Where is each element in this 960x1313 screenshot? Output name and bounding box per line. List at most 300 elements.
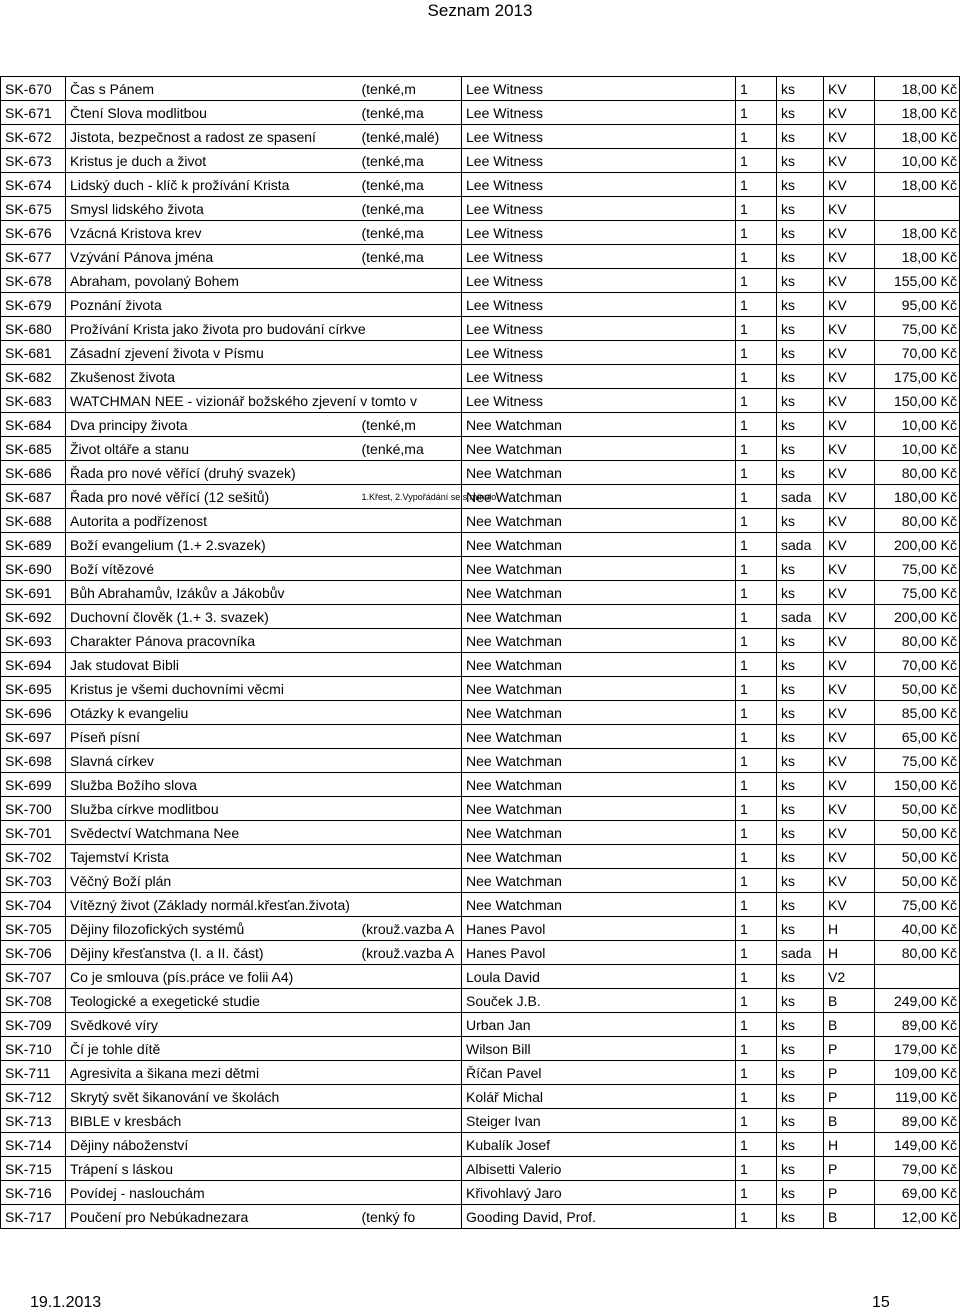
item-price: 18,00 Kč [875, 125, 960, 149]
item-code: SK-690 [1, 557, 66, 581]
item-unit: ks [777, 101, 824, 125]
table-row [1, 221, 960, 245]
item-unit: ks [777, 1037, 824, 1061]
item-category: KV [824, 749, 875, 773]
table-row [1, 341, 960, 365]
item-quantity: 1 [736, 245, 777, 269]
item-price: 200,00 Kč [875, 533, 960, 557]
item-unit: sada [777, 941, 824, 965]
item-title: Dějiny filozofických systémů [66, 917, 362, 941]
item-quantity: 1 [736, 1205, 777, 1229]
item-quantity: 1 [736, 845, 777, 869]
table-row [1, 725, 960, 749]
item-note [362, 365, 462, 389]
item-title: Řada pro nové věřící (druhý svazek) [66, 461, 362, 485]
footer-date: 19.1.2013 [30, 1294, 102, 1311]
item-code: SK-682 [1, 365, 66, 389]
item-unit: ks [777, 1157, 824, 1181]
item-author: Nee Watchman [462, 797, 736, 821]
item-category: P [824, 1085, 875, 1109]
table-row [1, 965, 960, 989]
item-title: Teologické a exegetické studie [66, 989, 362, 1013]
item-category: KV [824, 197, 875, 221]
table-row [1, 1133, 960, 1157]
item-category: KV [824, 77, 875, 101]
item-note [362, 653, 462, 677]
item-category: V2 [824, 965, 875, 989]
item-title: Kristus je všemi duchovními věcmi [66, 677, 362, 701]
item-quantity: 1 [736, 269, 777, 293]
item-code: SK-680 [1, 317, 66, 341]
item-quantity: 1 [736, 1037, 777, 1061]
item-category: KV [824, 149, 875, 173]
item-price: 75,00 Kč [875, 317, 960, 341]
item-quantity: 1 [736, 341, 777, 365]
item-category: P [824, 1061, 875, 1085]
item-price: 75,00 Kč [875, 581, 960, 605]
item-unit: ks [777, 1133, 824, 1157]
item-code: SK-701 [1, 821, 66, 845]
item-quantity: 1 [736, 365, 777, 389]
item-note [362, 629, 462, 653]
item-code: SK-709 [1, 1013, 66, 1037]
item-category: KV [824, 173, 875, 197]
item-note [362, 1013, 462, 1037]
item-category: KV [824, 293, 875, 317]
item-quantity: 1 [736, 1109, 777, 1133]
item-code: SK-703 [1, 869, 66, 893]
item-unit: ks [777, 629, 824, 653]
item-author: Nee Watchman [462, 821, 736, 845]
item-title: Boží evangelium (1.+ 2.svazek) [66, 533, 362, 557]
table-row [1, 173, 960, 197]
item-quantity: 1 [736, 1133, 777, 1157]
item-note: (tenké,ma [362, 437, 462, 461]
item-category: KV [824, 653, 875, 677]
item-category: KV [824, 869, 875, 893]
item-note [362, 893, 462, 917]
item-category: KV [824, 725, 875, 749]
item-category: KV [824, 773, 875, 797]
item-category: KV [824, 533, 875, 557]
item-price: 70,00 Kč [875, 341, 960, 365]
table-row [1, 461, 960, 485]
item-category: B [824, 1013, 875, 1037]
item-quantity: 1 [736, 629, 777, 653]
item-category: KV [824, 485, 875, 509]
item-price: 65,00 Kč [875, 725, 960, 749]
item-author: Křivohlavý Jaro [462, 1181, 736, 1205]
item-unit: ks [777, 293, 824, 317]
item-title: Poučení pro Nebúkadnezara [66, 1205, 362, 1229]
item-code: SK-700 [1, 797, 66, 821]
item-title: Dějiny křesťanstva (I. a II. část) [66, 941, 362, 965]
item-unit: ks [777, 269, 824, 293]
item-code: SK-692 [1, 605, 66, 629]
item-author: Nee Watchman [462, 437, 736, 461]
item-price: 18,00 Kč [875, 221, 960, 245]
item-category: KV [824, 893, 875, 917]
item-unit: ks [777, 677, 824, 701]
item-code: SK-686 [1, 461, 66, 485]
item-title: Dva principy života [66, 413, 362, 437]
item-category: B [824, 1109, 875, 1133]
item-title: Svědectví Watchmana Nee [66, 821, 362, 845]
item-note [362, 293, 462, 317]
item-quantity: 1 [736, 869, 777, 893]
item-author: Nee Watchman [462, 869, 736, 893]
item-author: Hanes Pavol [462, 917, 736, 941]
item-category: H [824, 1133, 875, 1157]
item-quantity: 1 [736, 533, 777, 557]
item-author: Hanes Pavol [462, 941, 736, 965]
table-row [1, 197, 960, 221]
item-quantity: 1 [736, 221, 777, 245]
item-code: SK-673 [1, 149, 66, 173]
item-price: 109,00 Kč [875, 1061, 960, 1085]
item-price: 179,00 Kč [875, 1037, 960, 1061]
item-code: SK-702 [1, 845, 66, 869]
item-unit: ks [777, 701, 824, 725]
item-title: Život oltáře a stanu [66, 437, 362, 461]
item-note: (tenké,ma [362, 173, 462, 197]
item-price: 80,00 Kč [875, 629, 960, 653]
item-quantity: 1 [736, 1157, 777, 1181]
item-unit: ks [777, 77, 824, 101]
item-title: Tajemství Krista [66, 845, 362, 869]
table-row [1, 365, 960, 389]
table-row [1, 317, 960, 341]
item-author: Nee Watchman [462, 509, 736, 533]
item-quantity: 1 [736, 701, 777, 725]
item-category: KV [824, 701, 875, 725]
item-author: Nee Watchman [462, 557, 736, 581]
item-note [362, 1085, 462, 1109]
table-row [1, 269, 960, 293]
item-price: 75,00 Kč [875, 749, 960, 773]
item-category: KV [824, 341, 875, 365]
item-category: KV [824, 509, 875, 533]
table-row [1, 437, 960, 461]
item-author: Nee Watchman [462, 773, 736, 797]
item-note [362, 269, 462, 293]
item-note: 1.Křest, 2.Vypořádání se s minulo [362, 485, 462, 509]
table-row [1, 485, 960, 509]
table-row [1, 101, 960, 125]
item-quantity: 1 [736, 413, 777, 437]
item-price: 50,00 Kč [875, 797, 960, 821]
item-title: BIBLE v kresbách [66, 1109, 362, 1133]
item-price: 10,00 Kč [875, 437, 960, 461]
table-row [1, 917, 960, 941]
item-quantity: 1 [736, 797, 777, 821]
item-price: 180,00 Kč [875, 485, 960, 509]
item-note [362, 869, 462, 893]
item-note [362, 701, 462, 725]
item-price: 155,00 Kč [875, 269, 960, 293]
item-unit: sada [777, 605, 824, 629]
item-note [362, 509, 462, 533]
item-unit: ks [777, 1205, 824, 1229]
item-title: Věčný Boží plán [66, 869, 362, 893]
item-quantity: 1 [736, 965, 777, 989]
item-price: 12,00 Kč [875, 1205, 960, 1229]
item-note [362, 1157, 462, 1181]
item-note: (tenké,ma [362, 197, 462, 221]
item-title: Vzácná Kristova krev [66, 221, 362, 245]
item-title: Abraham, povolaný Bohem [66, 269, 362, 293]
item-note: (tenké,m [362, 77, 462, 101]
item-code: SK-713 [1, 1109, 66, 1133]
item-author: Lee Witness [462, 389, 736, 413]
table-row [1, 821, 960, 845]
item-code: SK-687 [1, 485, 66, 509]
item-unit: ks [777, 581, 824, 605]
item-category: B [824, 1205, 875, 1229]
item-unit: ks [777, 389, 824, 413]
item-code: SK-706 [1, 941, 66, 965]
item-note: (tenké,malé) [362, 125, 462, 149]
item-category: KV [824, 845, 875, 869]
item-title: Autorita a podřízenost [66, 509, 362, 533]
item-title: Trápení s láskou [66, 1157, 362, 1181]
item-note [362, 677, 462, 701]
table-row [1, 677, 960, 701]
item-quantity: 1 [736, 317, 777, 341]
item-title: Smysl lidského života [66, 197, 362, 221]
item-unit: ks [777, 197, 824, 221]
item-category: KV [824, 317, 875, 341]
item-code: SK-710 [1, 1037, 66, 1061]
table-row [1, 797, 960, 821]
item-unit: ks [777, 869, 824, 893]
item-code: SK-704 [1, 893, 66, 917]
item-price: 18,00 Kč [875, 77, 960, 101]
item-code: SK-677 [1, 245, 66, 269]
item-author: Nee Watchman [462, 725, 736, 749]
item-quantity: 1 [736, 581, 777, 605]
table-row [1, 845, 960, 869]
item-author: Kolář Michal [462, 1085, 736, 1109]
item-category: KV [824, 437, 875, 461]
item-category: B [824, 989, 875, 1013]
item-quantity: 1 [736, 293, 777, 317]
item-note [362, 605, 462, 629]
item-price: 249,00 Kč [875, 989, 960, 1013]
item-quantity: 1 [736, 1181, 777, 1205]
item-price: 85,00 Kč [875, 701, 960, 725]
item-note [362, 797, 462, 821]
item-author: Wilson Bill [462, 1037, 736, 1061]
item-code: SK-715 [1, 1157, 66, 1181]
item-unit: ks [777, 965, 824, 989]
item-title: Charakter Pánova pracovníka [66, 629, 362, 653]
item-price: 149,00 Kč [875, 1133, 960, 1157]
item-quantity: 1 [736, 557, 777, 581]
item-price: 200,00 Kč [875, 605, 960, 629]
item-unit: ks [777, 245, 824, 269]
item-quantity: 1 [736, 773, 777, 797]
item-author: Albisetti Valerio [462, 1157, 736, 1181]
item-title: Svědkové víry [66, 1013, 362, 1037]
item-unit: ks [777, 1061, 824, 1085]
table-row [1, 293, 960, 317]
table-row [1, 245, 960, 269]
table-row [1, 1157, 960, 1181]
item-code: SK-678 [1, 269, 66, 293]
item-unit: ks [777, 317, 824, 341]
item-category: P [824, 1037, 875, 1061]
item-unit: ks [777, 173, 824, 197]
item-price: 80,00 Kč [875, 941, 960, 965]
item-quantity: 1 [736, 461, 777, 485]
item-title: Agresivita a šikana mezi dětmi [66, 1061, 362, 1085]
item-price: 18,00 Kč [875, 245, 960, 269]
item-code: SK-697 [1, 725, 66, 749]
item-price: 10,00 Kč [875, 149, 960, 173]
item-unit: ks [777, 917, 824, 941]
table-row [1, 77, 960, 101]
item-note [362, 773, 462, 797]
item-author: Nee Watchman [462, 629, 736, 653]
item-author: Lee Witness [462, 245, 736, 269]
item-code: SK-674 [1, 173, 66, 197]
item-author: Lee Witness [462, 101, 736, 125]
item-category: P [824, 1181, 875, 1205]
item-quantity: 1 [736, 605, 777, 629]
item-title: Jak studovat Bibli [66, 653, 362, 677]
item-quantity: 1 [736, 101, 777, 125]
item-category: KV [824, 269, 875, 293]
item-note [362, 845, 462, 869]
item-author: Loula David [462, 965, 736, 989]
item-author: Steiger Ivan [462, 1109, 736, 1133]
item-title: Co je smlouva (pís.práce ve folii A4) [66, 965, 362, 989]
item-note [362, 1133, 462, 1157]
item-category: P [824, 1157, 875, 1181]
item-code: SK-676 [1, 221, 66, 245]
item-author: Nee Watchman [462, 413, 736, 437]
table-row [1, 1061, 960, 1085]
item-title: Kristus je duch a život [66, 149, 362, 173]
item-note [362, 341, 462, 365]
item-quantity: 1 [736, 1061, 777, 1085]
item-title: Duchovní člověk (1.+ 3. svazek) [66, 605, 362, 629]
item-author: Lee Witness [462, 317, 736, 341]
item-category: KV [824, 365, 875, 389]
item-quantity: 1 [736, 173, 777, 197]
item-quantity: 1 [736, 749, 777, 773]
item-unit: ks [777, 749, 824, 773]
item-price: 18,00 Kč [875, 101, 960, 125]
item-author: Nee Watchman [462, 605, 736, 629]
item-note [362, 317, 462, 341]
table-row [1, 125, 960, 149]
item-note [362, 725, 462, 749]
item-quantity: 1 [736, 917, 777, 941]
item-code: SK-707 [1, 965, 66, 989]
item-price: 150,00 Kč [875, 389, 960, 413]
item-author: Nee Watchman [462, 653, 736, 677]
item-author: Říčan Pavel [462, 1061, 736, 1085]
item-code: SK-716 [1, 1181, 66, 1205]
item-author: Lee Witness [462, 125, 736, 149]
table-row [1, 413, 960, 437]
item-code: SK-717 [1, 1205, 66, 1229]
item-author: Lee Witness [462, 197, 736, 221]
item-unit: ks [777, 1181, 824, 1205]
item-title: Řada pro nové věřící (12 sešitů) [66, 485, 362, 509]
item-note [362, 965, 462, 989]
item-author: Nee Watchman [462, 845, 736, 869]
item-code: SK-675 [1, 197, 66, 221]
item-price: 89,00 Kč [875, 1013, 960, 1037]
item-quantity: 1 [736, 485, 777, 509]
item-category: KV [824, 125, 875, 149]
item-code: SK-691 [1, 581, 66, 605]
item-category: KV [824, 221, 875, 245]
item-note [362, 989, 462, 1013]
item-category: KV [824, 821, 875, 845]
item-quantity: 1 [736, 1085, 777, 1109]
item-note [362, 821, 462, 845]
item-title: Zkušenost života [66, 365, 362, 389]
item-unit: ks [777, 365, 824, 389]
item-title: Vítězný život (Základy normál.křesťan.života) [66, 893, 362, 917]
item-price: 89,00 Kč [875, 1109, 960, 1133]
item-price: 40,00 Kč [875, 917, 960, 941]
item-note: (tenký fo [362, 1205, 462, 1229]
table-row [1, 509, 960, 533]
item-price: 80,00 Kč [875, 509, 960, 533]
item-author: Nee Watchman [462, 701, 736, 725]
item-title: Otázky k evangeliu [66, 701, 362, 725]
catalog-rows [1, 77, 960, 1229]
item-quantity: 1 [736, 989, 777, 1013]
item-price: 175,00 Kč [875, 365, 960, 389]
item-price: 50,00 Kč [875, 677, 960, 701]
item-author: Lee Witness [462, 77, 736, 101]
item-category: KV [824, 557, 875, 581]
item-category: KV [824, 605, 875, 629]
table-row [1, 629, 960, 653]
item-title: Boží vítězové [66, 557, 362, 581]
table-row [1, 1205, 960, 1229]
item-note [362, 533, 462, 557]
item-unit: ks [777, 725, 824, 749]
item-note [362, 1037, 462, 1061]
item-unit: ks [777, 845, 824, 869]
item-unit: ks [777, 773, 824, 797]
item-category: KV [824, 245, 875, 269]
item-code: SK-689 [1, 533, 66, 557]
table-row [1, 1109, 960, 1133]
item-quantity: 1 [736, 77, 777, 101]
item-code: SK-670 [1, 77, 66, 101]
item-code: SK-671 [1, 101, 66, 125]
item-unit: ks [777, 125, 824, 149]
item-title: Slavná církev [66, 749, 362, 773]
item-code: SK-698 [1, 749, 66, 773]
table-row [1, 1085, 960, 1109]
item-category: KV [824, 389, 875, 413]
item-note [362, 581, 462, 605]
table-row [1, 1037, 960, 1061]
item-price: 50,00 Kč [875, 821, 960, 845]
item-note [362, 557, 462, 581]
item-quantity: 1 [736, 725, 777, 749]
item-price: 79,00 Kč [875, 1157, 960, 1181]
